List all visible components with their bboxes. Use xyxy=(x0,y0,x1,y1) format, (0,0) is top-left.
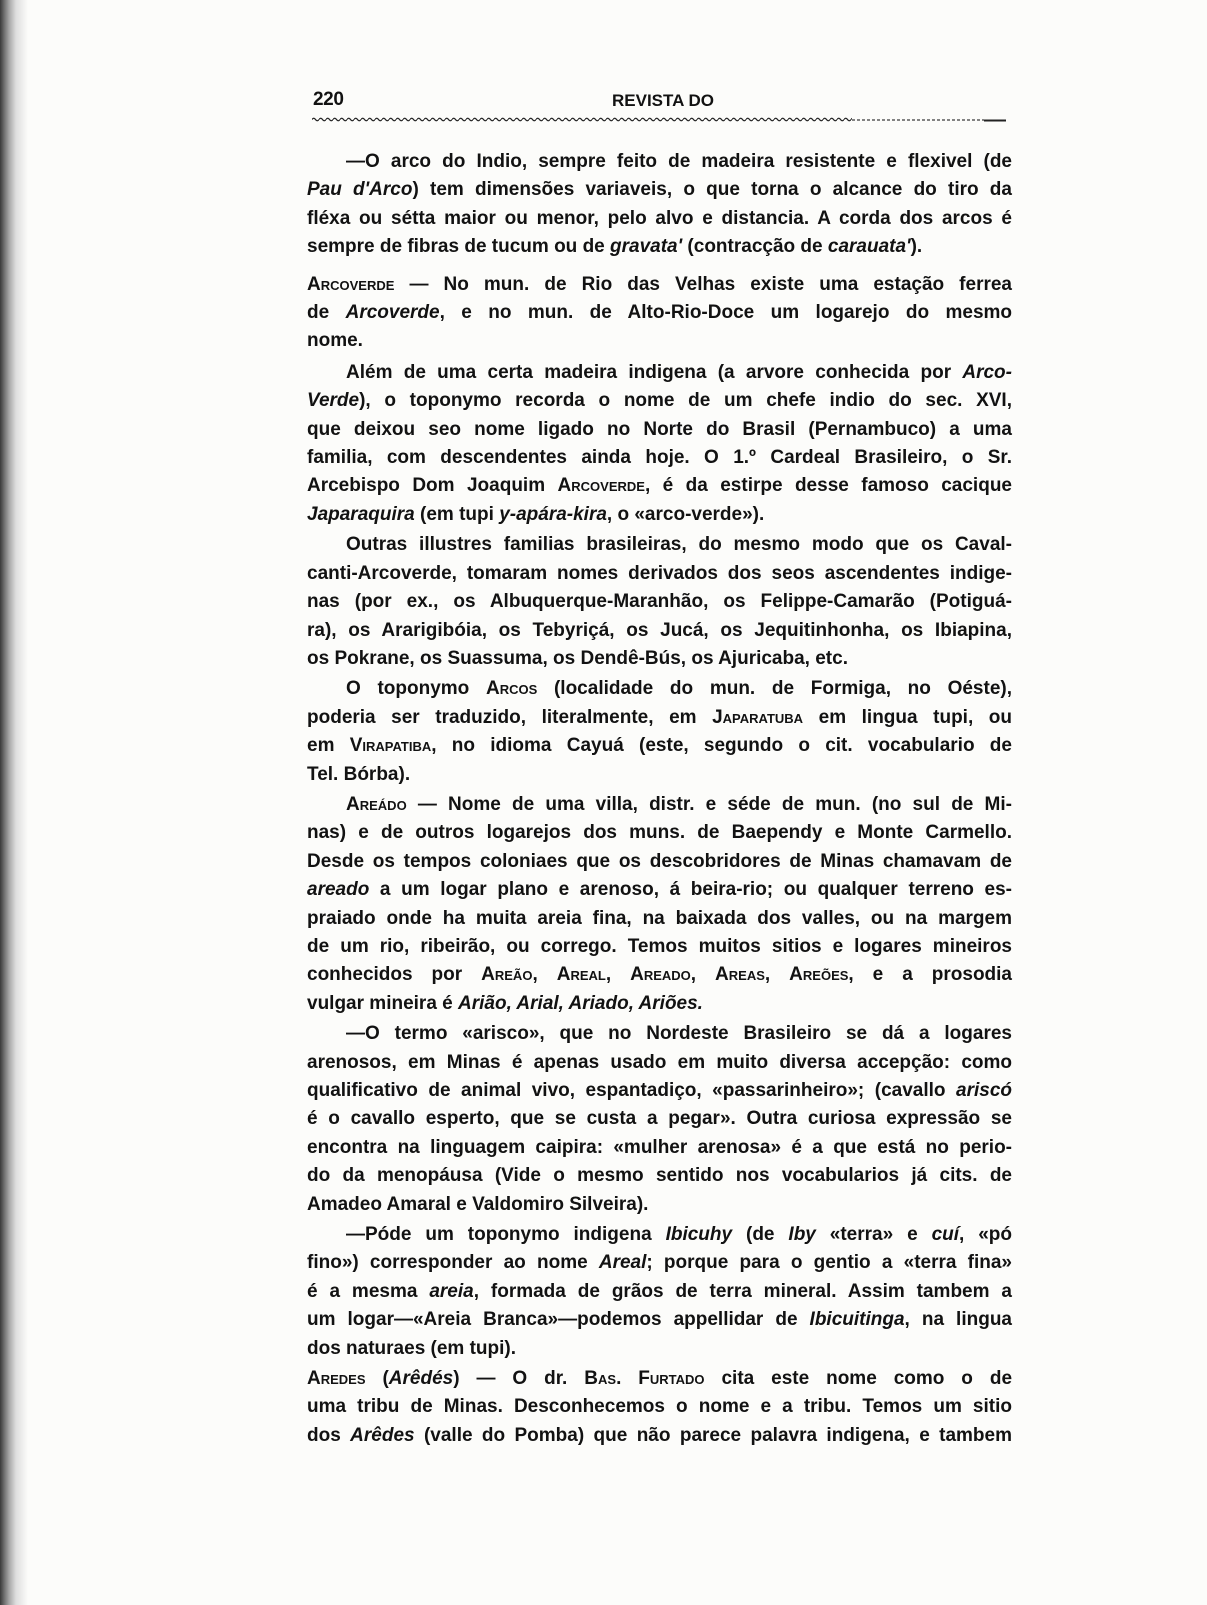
text-segment: ) tem dimensões variaveis, o que torna o alcance do tiro da xyxy=(412,179,1012,201)
text-segment: dos naturaes (em tupi). xyxy=(307,1337,517,1359)
italic-text: Pau d'Arco xyxy=(307,179,413,201)
paragraph xyxy=(307,148,1012,262)
small-caps-text: Areado xyxy=(630,964,691,986)
text-line xyxy=(307,1191,1012,1219)
text-segment: , formada de grãos de terra mineral. Assim tambem a xyxy=(473,1280,1012,1302)
text-segment: ), o toponymo recorda o nome de um chefe indio do sec. XVI, xyxy=(359,390,1012,412)
text-line xyxy=(307,176,1012,204)
italic-text: Areal xyxy=(598,1252,647,1274)
text-line xyxy=(307,905,1012,933)
text-segment: é o cavallo esperto, que se custa a pegar». Outra curiosa expressão se xyxy=(307,1108,1012,1130)
text-line xyxy=(307,1365,1012,1393)
text-segment: do da menopáusa (Vide o mesmo sentido nos vocabularios já cits. de xyxy=(307,1165,1012,1187)
text-segment: , no idioma Cayuá (este, segundo o cit. vocabulario de xyxy=(431,735,1012,757)
text-segment: , xyxy=(690,964,716,986)
text-segment: praiado onde ha muita areia fina, na baixada dos valles, ou na margem xyxy=(307,907,1012,929)
text-segment: (localidade do mun. de Formiga, no Oéste), xyxy=(537,678,1012,700)
text-segment: ra), os Ararigibóia, os Tebyriçá, os Jucá, os Jequitinhonha, os Ibiapina, xyxy=(307,619,1012,641)
italic-text: y-apára-kira xyxy=(499,503,607,525)
text-line xyxy=(307,761,1012,789)
text-segment: encontra na linguagem caipira: «mulher arenosa» é a que está no perio- xyxy=(307,1136,1012,1158)
small-caps-text: furtado xyxy=(638,1368,705,1390)
small-caps-text: Virapatiba xyxy=(349,735,432,757)
text-segment: Desde os tempos coloniaes que os descobridores de Minas chamavam de xyxy=(307,850,1012,872)
text-segment: Tel. Bórba). xyxy=(307,763,411,785)
text-segment: é a mesma xyxy=(307,1280,430,1302)
text-segment: cita este nome como o de xyxy=(704,1368,1013,1390)
text-segment: de xyxy=(307,302,346,324)
text-line xyxy=(307,876,1012,904)
text-line xyxy=(307,359,1012,387)
paragraph xyxy=(307,1020,1012,1219)
text-segment: —O termo «arisco», que no Nordeste Brasileiro se dá a logares xyxy=(346,1023,1012,1045)
text-line xyxy=(307,444,1012,472)
text-segment: — Nome de uma villa, distr. e séde de mun. (no sul de Mi- xyxy=(406,793,1012,815)
text-segment: «terra» e xyxy=(815,1224,932,1246)
text-segment: —Póde um toponymo indigena xyxy=(346,1224,666,1246)
text-segment xyxy=(621,1368,638,1389)
text-segment: nas) e de outros logarejos dos muns. de Baependy e Monte Carmello. xyxy=(307,822,1012,844)
text-line xyxy=(307,704,1012,732)
text-line xyxy=(307,732,1012,760)
text-segment: em lingua tupi, ou xyxy=(803,706,1013,728)
italic-text: carauata' xyxy=(827,236,911,258)
italic-text: Japaraquira xyxy=(307,503,415,525)
small-caps-text: Bas. xyxy=(584,1368,622,1390)
text-line xyxy=(307,472,1012,500)
text-segment: os Pokrane, os Suassuma, os Dendê-Bús, os Ajuricaba, etc. xyxy=(307,647,848,669)
small-caps-text: Areas xyxy=(715,964,765,986)
text-line xyxy=(307,588,1012,616)
text-line xyxy=(307,1105,1012,1133)
text-line xyxy=(307,387,1012,415)
text-segment: canti-Arcoverde, tomaram nomes derivados dos seos ascendentes indige- xyxy=(307,562,1012,584)
text-segment: Amadeo Amaral e Valdomiro Silveira). xyxy=(307,1193,649,1215)
italic-text: Ibicuitinga xyxy=(809,1309,905,1331)
italic-text: Arco- xyxy=(962,361,1012,383)
text-line xyxy=(307,848,1012,876)
text-segment: ( xyxy=(365,1368,389,1390)
italic-text: Ibicuhy xyxy=(665,1224,733,1246)
italic-text: Arêdés xyxy=(388,1368,454,1390)
paragraph xyxy=(307,359,1012,529)
text-segment: , xyxy=(764,964,790,986)
italic-text: cuí xyxy=(931,1224,960,1246)
text-segment: uma tribu de Minas. Desconhecemos o nome e a tribu. Temos um sitio xyxy=(307,1396,1012,1418)
text-line xyxy=(307,1335,1012,1363)
text-line xyxy=(307,1134,1012,1162)
small-caps-text: Arcos xyxy=(485,678,538,700)
text-segment: um logar—«Areia Branca»—podemos appellidar de xyxy=(307,1309,810,1331)
text-segment: , e a prosodia xyxy=(848,964,1013,986)
text-line xyxy=(307,1077,1012,1105)
italic-text: gravata' xyxy=(610,236,683,258)
text-line xyxy=(307,327,1012,355)
text-segment: fléxa ou sétta maior ou menor, pelo alvo e distancia. A corda dos arcos é xyxy=(307,207,1012,229)
text-segment: — No mun. de Rio das Velhas existe uma estação ferrea xyxy=(394,273,1012,295)
italic-text: areado xyxy=(307,879,370,901)
italic-text: Arêdes xyxy=(350,1424,415,1446)
text-segment: vulgar mineira é xyxy=(307,992,459,1014)
text-segment: conhecidos por xyxy=(307,964,482,986)
text-segment: ). xyxy=(910,236,923,258)
text-segment: que deixou seo nome ligado no Norte do Brasil (Pernambuco) a uma xyxy=(307,418,1012,440)
text-segment: nas (por ex., os Albuquerque-Maranhão, os Felippe-Camarão (Potiguá- xyxy=(307,591,1012,613)
paragraph xyxy=(307,791,1012,1018)
paragraph xyxy=(307,1221,1012,1363)
running-title: REVISTA DO xyxy=(612,91,715,110)
italic-text: Verde xyxy=(307,390,360,412)
italic-text: ariscó xyxy=(956,1080,1012,1101)
small-caps-text: Areal xyxy=(556,964,606,986)
text-segment: O toponymo xyxy=(346,678,486,700)
text-segment: poderia ser traduzido, literalmente, em xyxy=(307,706,713,728)
text-line xyxy=(307,1020,1012,1048)
text-line xyxy=(307,819,1012,847)
text-segment: fino») corresponder ao nome xyxy=(307,1252,599,1274)
page-gutter-shadow xyxy=(0,0,28,1605)
text-segment: (contracção de xyxy=(682,236,828,258)
page-number: 220 xyxy=(313,89,344,110)
text-segment: , «pó xyxy=(959,1224,1013,1246)
text-segment: familia, com descendentes ainda hoje. O 1.º Cardeal Brasileiro, o Sr. xyxy=(307,447,1012,469)
small-caps-text: Areádo xyxy=(346,793,407,815)
text-line xyxy=(307,1393,1012,1421)
text-segment: arenosos, em Minas é apenas usado em muito diversa accepção: como xyxy=(307,1051,1012,1073)
text-line xyxy=(307,233,1012,261)
text-line xyxy=(307,1422,1012,1450)
text-segment: , xyxy=(532,964,557,986)
text-line xyxy=(307,617,1012,645)
text-line xyxy=(307,1306,1012,1334)
small-caps-text: Arcoverde xyxy=(307,273,395,295)
text-segment: em xyxy=(307,735,350,757)
text-segment: , o «arco-verde»). xyxy=(606,503,765,525)
text-line xyxy=(307,933,1012,961)
text-segment: Arcebispo Dom Joaquim xyxy=(307,475,558,497)
italic-text: areia xyxy=(429,1280,474,1302)
text-line xyxy=(307,416,1012,444)
text-line xyxy=(307,645,1012,673)
text-segment: , é da estirpe desse famoso cacique xyxy=(644,475,1012,497)
small-caps-text: Areões xyxy=(789,964,849,986)
text-segment: a um logar plano e arenoso, á beira-rio; ou qualquer terreno es- xyxy=(369,879,1012,901)
text-segment: nome. xyxy=(307,330,363,352)
text-line xyxy=(307,531,1012,559)
text-segment: sempre de fibras de tucum ou de xyxy=(307,236,611,258)
text-segment: dos xyxy=(307,1424,351,1446)
italic-text: Arião, Arial, Ariado, Ariões. xyxy=(458,992,703,1014)
text-segment: , na lingua xyxy=(904,1309,1012,1331)
small-caps-text: Arcoverde xyxy=(557,475,645,497)
text-segment: —O arco do Indio, sempre feito de madeira resistente e flexivel (de xyxy=(346,151,1012,172)
italic-text: Iby xyxy=(788,1224,816,1246)
text-line xyxy=(307,961,1012,989)
text-line xyxy=(307,675,1012,703)
paragraph xyxy=(307,531,1012,673)
text-line xyxy=(307,1221,1012,1249)
text-segment: de um rio, ribeirão, ou corrego. Temos muitos sitios e logares mineiros xyxy=(307,935,1012,957)
text-line xyxy=(307,791,1012,819)
text-segment: (de xyxy=(732,1224,789,1246)
text-segment: ; porque para o gentio a «terra fina» xyxy=(646,1252,1012,1274)
text-segment: ) — O dr. xyxy=(453,1368,585,1390)
paragraph xyxy=(307,1365,1012,1450)
text-segment: Outras illustres familias brasileiras, do mesmo modo que os Caval- xyxy=(346,534,1012,556)
text-segment: (em tupi xyxy=(414,503,500,525)
body-text xyxy=(307,148,1012,1450)
text-line xyxy=(307,299,1012,327)
text-line xyxy=(307,560,1012,588)
text-segment: qualificativo de animal vivo, espantadiço, «passarinheiro»; (cavallo xyxy=(307,1080,957,1101)
small-caps-text: Areão xyxy=(481,964,533,986)
paragraph xyxy=(307,675,1012,789)
text-segment: (valle do Pomba) que não parece palavra indigena, e tambem xyxy=(414,1424,1012,1446)
text-line xyxy=(307,1162,1012,1190)
text-line xyxy=(307,1278,1012,1306)
text-line xyxy=(307,990,1012,1018)
text-line xyxy=(307,148,1012,176)
small-caps-text: Aredes xyxy=(307,1368,366,1390)
text-line xyxy=(307,1049,1012,1077)
text-line xyxy=(307,205,1012,233)
text-line xyxy=(307,501,1012,529)
text-line xyxy=(307,1249,1012,1277)
text-segment: , e no mun. de Alto-Rio-Doce um logarejo do mesmo xyxy=(439,302,1013,324)
italic-text: Arcoverde xyxy=(345,302,440,324)
small-caps-text: Japaratuba xyxy=(712,706,804,728)
text-segment: , xyxy=(605,964,631,986)
text-line xyxy=(307,271,1012,299)
paragraph xyxy=(307,271,1012,356)
text-segment: Além de uma certa madeira indigena (a arvore conhecida por xyxy=(346,361,963,383)
header-rule xyxy=(312,116,1007,123)
